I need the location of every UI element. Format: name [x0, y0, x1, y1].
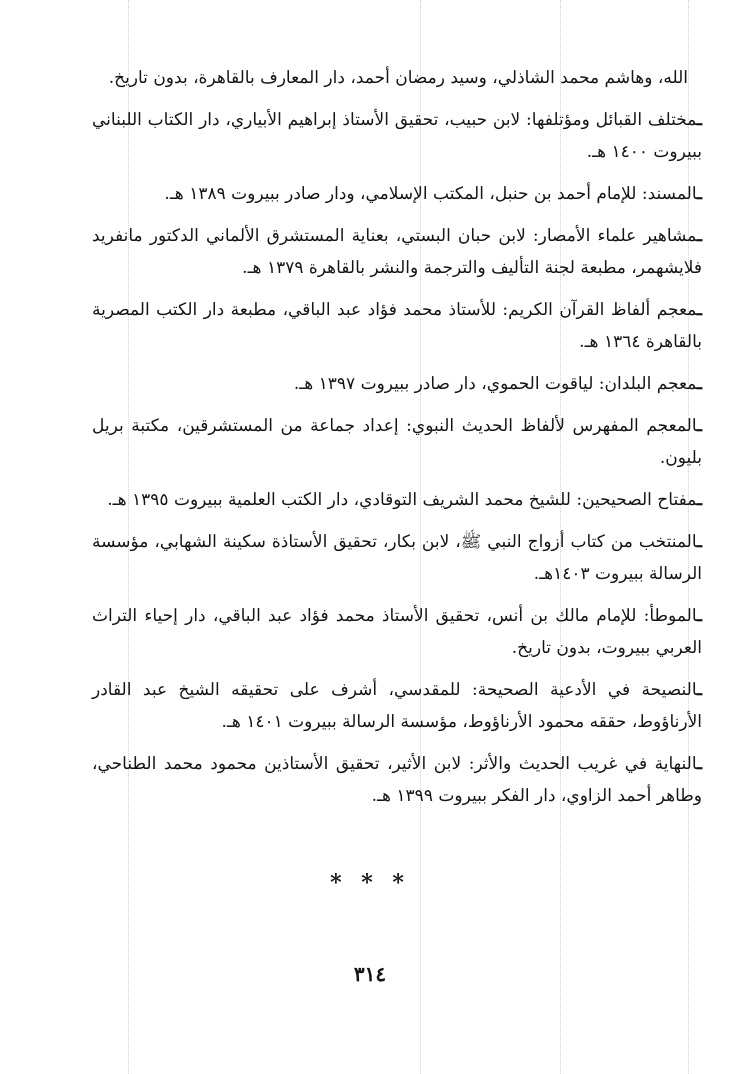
entry-text: النهاية في غريب الحديث والأثر: لابن الأثير، تحقيق الأستاذين محمود محمد الطناحي، وطاهر أحمد الزاوي، دار الفكر ببيروت ١٣٩٩ هـ.: [92, 754, 702, 806]
entry-text: الله، وهاشم محمد الشاذلي، وسيد رمضان أحمد، دار المعارف بالقاهرة، بدون تاريخ.: [108, 68, 688, 88]
entry-text: مختلف القبائل ومؤتلفها: لابن حبيب، تحقيق الأستاذ إبراهيم الأبياري، دار الكتاب اللبناني ببيروت ١٤٠٠ هـ.: [92, 110, 702, 162]
entry-text: المنتخب من كتاب أزواج النبي ﷺ، لابن بكار، تحقيق الأستاذة سكينة الشهابي، مؤسسة الرسالة ببيروت ١٤٠٣هـ.: [92, 532, 702, 584]
bibliography-entry: ـالنصيحة في الأدعية الصحيحة: للمقدسي، أشرف على تحقيقه الشيخ عبد القادر الأرناؤوط، حققه محمود الأرناؤوط، مؤسسة الرسالة ببيروت ١٤٠١ هـ.: [92, 680, 702, 732]
entry-text: مشاهير علماء الأمصار: لابن حبان البستي، بعناية المستشرق الألماني الدكتور مانفريد فلايشهمر، مطبعة لجنة التأليف والترجمة والنشر بالقاهرة ١٣٧٩ هـ.: [92, 226, 702, 278]
bibliography-entry: ـمعجم ألفاظ القرآن الكريم: للأستاذ محمد فؤاد عبد الباقي، مطبعة دار الكتب المصرية بالقاهرة ١٣٦٤ هـ.: [92, 300, 702, 352]
bibliography-entry: ـالموطأ: للإمام مالك بن أنس، تحقيق الأستاذ محمد فؤاد عبد الباقي، دار إحياء التراث العربي ببيروت، بدون تاريخ.: [92, 606, 702, 658]
bibliography-entry: ـالمسند: للإمام أحمد بن حنبل، المكتب الإسلامي، ودار صادر ببيروت ١٣٨٩ هـ.: [164, 184, 702, 204]
entry-text: المسند: للإمام أحمد بن حنبل، المكتب الإسلامي، ودار صادر ببيروت ١٣٨٩ هـ.: [164, 184, 698, 204]
bibliography-entry-continuation: [92, 62, 702, 94]
bibliography-entry: ـالمنتخب من كتاب أزواج النبي ﷺ، لابن بكار، تحقيق الأستاذة سكينة الشهابي، مؤسسة الرسالة ببيروت ١٤٠٣هـ.: [92, 532, 702, 584]
bibliography-list: [92, 62, 702, 822]
entry-text: الموطأ: للإمام مالك بن أنس، تحقيق الأستاذ محمد فؤاد عبد الباقي، دار إحياء التراث العربي ببيروت، بدون تاريخ.: [92, 606, 702, 658]
page-number: ٣١٤: [353, 962, 387, 986]
entry-text: معجم البلدان: لياقوت الحموي، دار صادر ببيروت ١٣٩٧ هـ.: [293, 374, 698, 394]
entry-text: مفتاح الصحيحين: للشيخ محمد الشريف التوقادي، دار الكتب العلمية ببيروت ١٣٩٥ هـ.: [107, 490, 698, 510]
entry-text: النصيحة في الأدعية الصحيحة: للمقدسي، أشرف على تحقيقه الشيخ عبد القادر الأرناؤوط، حققه محمود الأرناؤوط، مؤسسة الرسالة ببيروت ١٤٠١ هـ.: [92, 680, 702, 732]
bibliography-entry: ـمشاهير علماء الأمصار: لابن حبان البستي، بعناية المستشرق الألماني الدكتور مانفريد فلايشهمر، مطبعة لجنة التأليف والترجمة والنشر بالقاهرة ١٣٧٩ هـ.: [92, 226, 702, 278]
bibliography-entry: ـمختلف القبائل ومؤتلفها: لابن حبيب، تحقيق الأستاذ إبراهيم الأبياري، دار الكتاب اللبناني ببيروت ١٤٠٠ هـ.: [92, 110, 702, 162]
bibliography-entry: ـمعجم البلدان: لياقوت الحموي، دار صادر ببيروت ١٣٩٧ هـ.: [293, 374, 702, 394]
bibliography-entry: ـمفتاح الصحيحين: للشيخ محمد الشريف التوقادي، دار الكتب العلمية ببيروت ١٣٩٥ هـ.: [107, 490, 702, 510]
entry-text: معجم ألفاظ القرآن الكريم: للأستاذ محمد فؤاد عبد الباقي، مطبعة دار الكتب المصرية بالقاهرة ١٣٦٤ هـ.: [92, 300, 702, 352]
bibliography-entry: ـالنهاية في غريب الحديث والأثر: لابن الأثير، تحقيق الأستاذين محمود محمد الطناحي، وطاهر أحمد الزاوي، دار الفكر ببيروت ١٣٩٩ هـ.: [92, 754, 702, 806]
bibliography-entry: ـالمعجم المفهرس لألفاظ الحديث النبوي: إعداد جماعة من المستشرقين، مكتبة بريل بليون.: [92, 416, 702, 468]
section-end-ornament: * * *: [330, 870, 410, 896]
entry-text: المعجم المفهرس لألفاظ الحديث النبوي: إعداد جماعة من المستشرقين، مكتبة بريل بليون.: [92, 416, 702, 468]
